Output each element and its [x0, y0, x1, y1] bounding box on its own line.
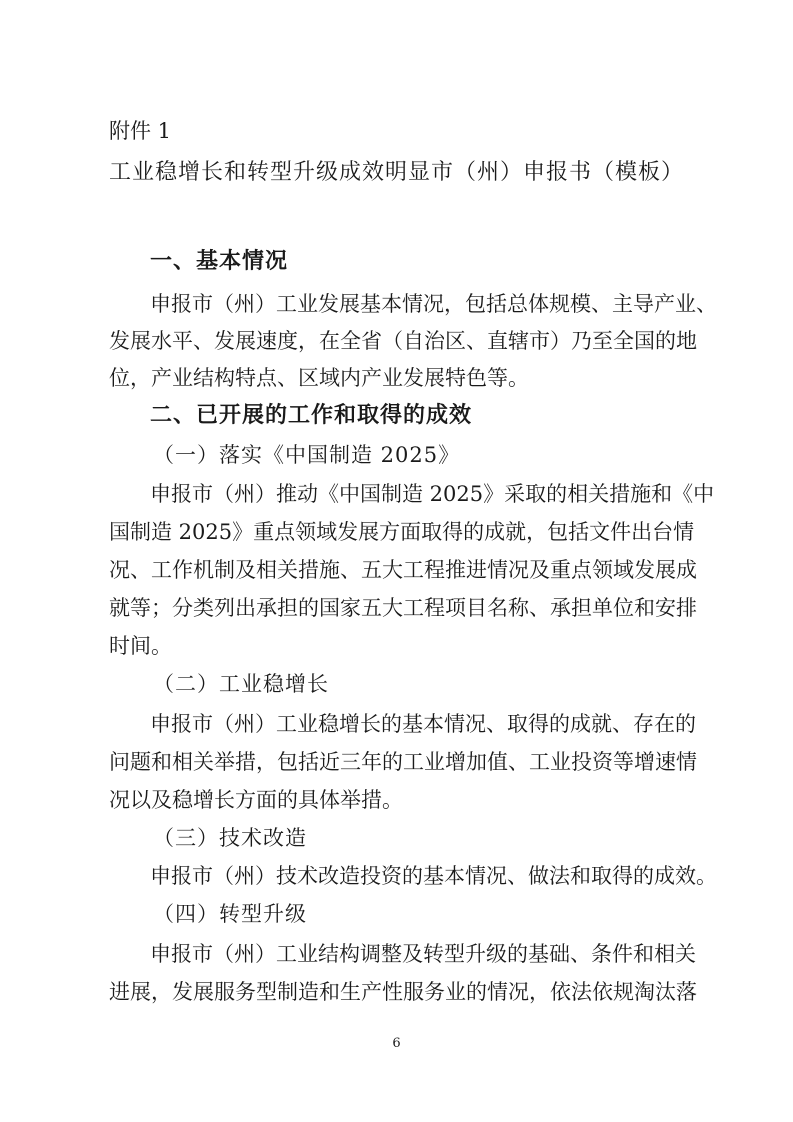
- paragraph-line: 发展水平、发展速度，在全省（自治区、直辖市）乃至全国的地: [109, 329, 697, 353]
- section-heading-basic-info: 一、基本情况: [150, 249, 289, 274]
- paragraph-line: 进展，发展服务型制造和生产性服务业的情况，依法依规淘汰落: [109, 980, 697, 1004]
- paragraph-line: 申报市（州）技术改造投资的基本情况、做法和取得的成效。: [150, 864, 717, 888]
- paragraph-line: 况以及稳增长方面的具体举措。: [109, 788, 403, 812]
- paragraph-line: 申报市（州）工业发展基本情况，包括总体规模、主导产业、: [150, 292, 717, 316]
- attachment-label: 附件 1: [109, 119, 172, 143]
- paragraph-line: 申报市（州）工业结构调整及转型升级的基础、条件和相关: [150, 942, 696, 966]
- paragraph-line: 况、工作机制及相关措施、五大工程推进情况及重点领域发展成: [109, 558, 697, 582]
- subsection-title-tech-upgrade: （三）技术改造: [153, 826, 307, 850]
- paragraph-line: 国制造 2025》重点领域发展方面取得的成就，包括文件出台情: [109, 520, 695, 544]
- page-number: 6: [392, 1036, 401, 1051]
- subsection-title-stable-growth: （二）工业稳增长: [153, 672, 329, 696]
- paragraph-line: 时间。: [109, 634, 172, 658]
- paragraph-line: 就等；分类列出承担的国家五大工程项目名称、承担单位和安排: [109, 596, 697, 620]
- paragraph-line: 申报市（州）工业稳增长的基本情况、取得的成就、存在的: [150, 712, 696, 736]
- paragraph-line: 位，产业结构特点、区域内产业发展特色等。: [109, 366, 529, 390]
- subsection-title-transformation: （四）转型升级: [153, 902, 307, 926]
- paragraph-line: 申报市（州）推动《中国制造 2025》采取的相关措施和《中: [150, 482, 715, 506]
- subsection-title-made-in-china: （一）落实《中国制造 2025》: [153, 443, 461, 467]
- paragraph-line: 问题和相关举措，包括近三年的工业增加值、工业投资等增速情: [109, 750, 697, 774]
- document-title: 工业稳增长和转型升级成效明显市（州）申报书（模板）: [108, 160, 684, 185]
- section-heading-achievements: 二、已开展的工作和取得的成效: [150, 403, 473, 428]
